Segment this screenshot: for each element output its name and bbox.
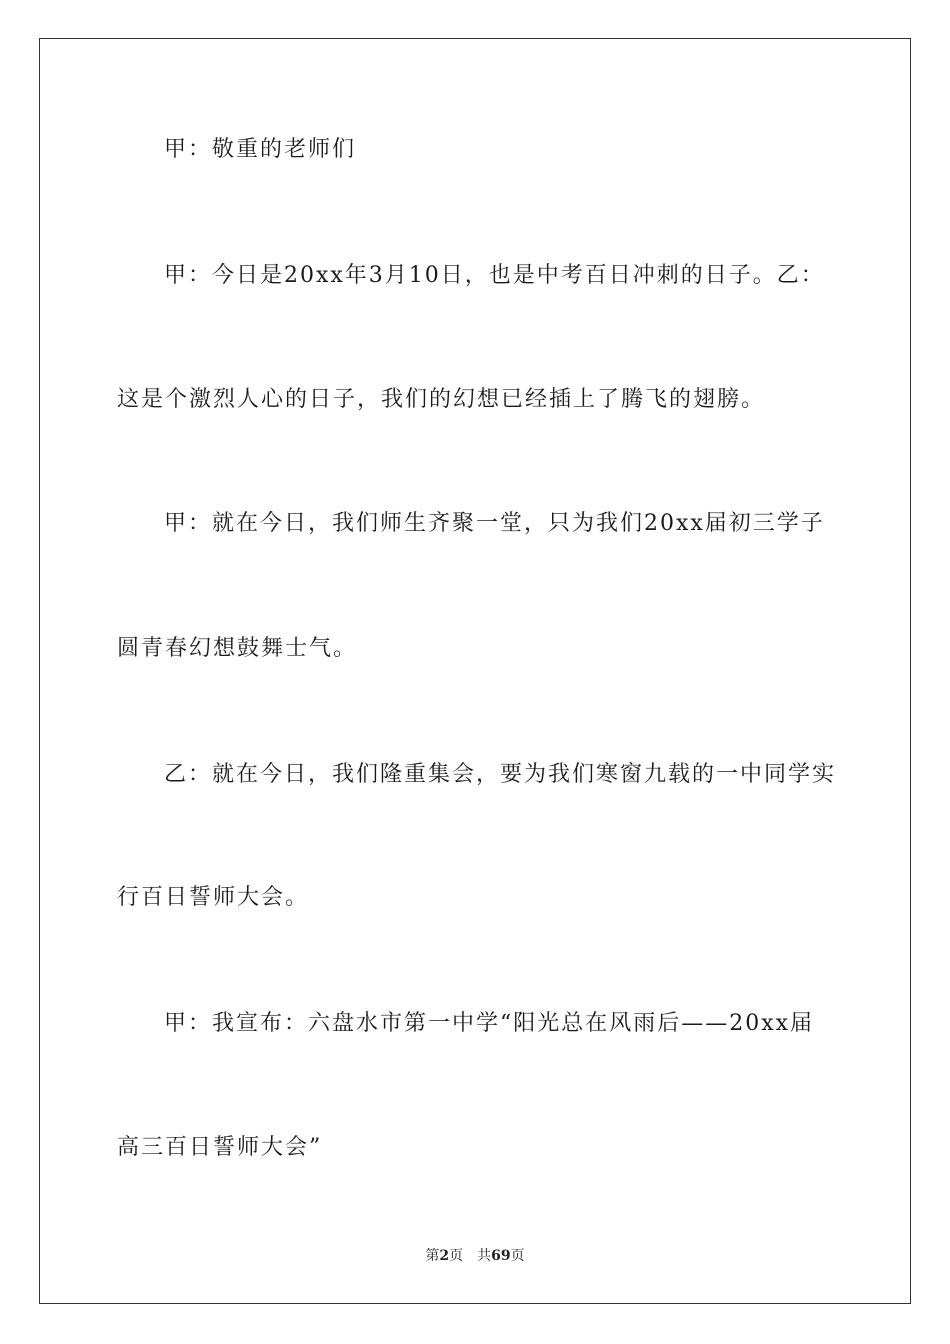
footer-page-prefix: 第: [425, 1248, 440, 1264]
footer-total-prefix: 共: [477, 1248, 492, 1264]
footer-page-number: 2: [439, 1248, 450, 1264]
text-line-4: 甲：就在今日，我们师生齐聚一堂，只为我们20xx届初三学子: [164, 511, 825, 536]
page-border: [39, 38, 911, 1304]
text-line-3: 这是个激烈人心的日子，我们的幻想已经插上了腾飞的翅膀。: [117, 387, 766, 412]
text-line-8: 甲：我宣布：六盘水市第一中学“阳光总在风雨后——20xx届: [164, 1011, 815, 1036]
page-footer: [0, 1247, 950, 1265]
text-line-6: 乙：就在今日，我们隆重集会，要为我们寒窗九载的一中同学实: [164, 762, 837, 787]
text-line-1: 甲：敬重的老师们: [164, 137, 357, 162]
footer-total-pages: 69: [491, 1248, 511, 1264]
text-line-5: 圆青春幻想鼓舞士气。: [117, 636, 358, 661]
footer-total-suffix: 页: [510, 1248, 525, 1264]
text-line-7: 行百日誓师大会。: [117, 885, 310, 910]
footer-page-suffix: 页: [449, 1248, 464, 1264]
text-line-9: 高三百日誓师大会”: [117, 1135, 323, 1160]
text-line-2: 甲：今日是20xx年3月10日，也是中考百日冲刺的日子。乙：: [164, 263, 825, 288]
